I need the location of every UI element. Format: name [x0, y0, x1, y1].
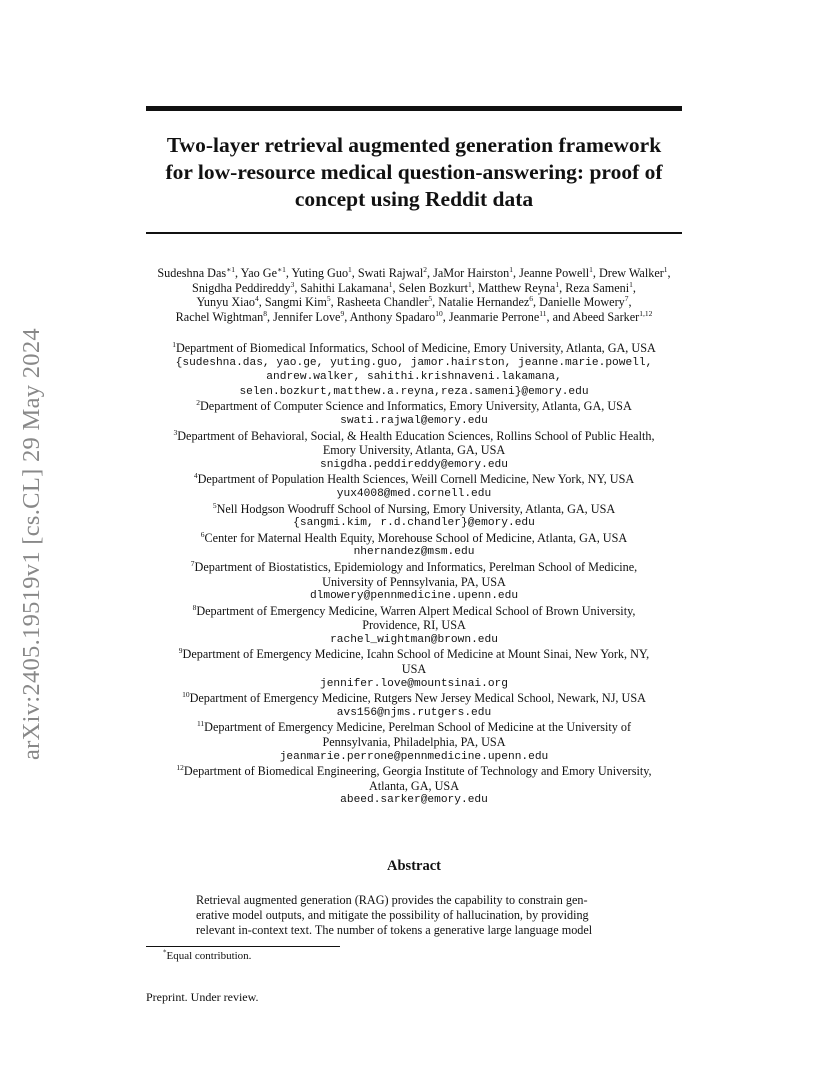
author-affil: 6 — [529, 294, 534, 304]
affil-text: Department of Emergency Medicine, Warren Alpert Medical School of Brown University, — [196, 603, 636, 618]
affil-num: 12 — [176, 763, 184, 773]
affil-text: Department of Emergency Medicine, Rutgers New Jersey Medical School, Newark, NJ, USA — [189, 691, 646, 706]
email: snigdha.peddireddy@emory.edu — [320, 458, 508, 471]
author-affil: 1 — [663, 264, 668, 274]
author-sep: , — [632, 280, 636, 295]
author-affil: 1 — [388, 279, 393, 289]
affiliation-2 — [120, 399, 708, 414]
author: Sahithi Lakamana — [300, 280, 389, 295]
author-sep: , and — [546, 309, 573, 324]
author-sep: , — [234, 266, 241, 280]
affil-text: Department of Biomedical Engineering, Georgia Institute of Technology and Emory University, — [183, 764, 652, 779]
author: Swati Rajwal — [357, 266, 424, 280]
abstract-line: Retrieval augmented generation (RAG) provides the capability to constrain gen- — [196, 893, 588, 907]
email: nhernandez@msm.edu — [353, 546, 475, 559]
author-affil: 1 — [589, 264, 593, 274]
affil-num: 10 — [182, 690, 190, 700]
affil-num: 1 — [172, 339, 176, 349]
email: yux4008@med.cornell.edu — [336, 487, 492, 500]
preprint-note: Preprint. Under review. — [146, 990, 259, 1004]
abstract-line: erative model outputs, and mitigate the possibility of hallucination, by providing — [196, 907, 589, 922]
affiliation-4 — [120, 472, 708, 487]
author-affil: 1 — [467, 279, 472, 289]
author-affil: 1,12 — [639, 308, 653, 318]
author-sep: , — [344, 309, 350, 324]
author: Sangmi Kim — [264, 295, 327, 310]
title-line: Two-layer retrieval augmented generation framework — [166, 133, 662, 157]
author: Natalie Hernandez — [438, 295, 530, 310]
abstract-line: relevant in-context text. The number of tokens a generative large language model — [196, 922, 593, 937]
affil-text: Department of Behavioral, Social, & Health Education Sciences, Rollins School of Public Health, — [177, 428, 655, 443]
affiliation-9 — [120, 647, 708, 662]
affiliation-10 — [120, 691, 708, 706]
affil-text: Department of Biomedical Informatics, School of Medicine, Emory University, Atlanta, GA, USA — [175, 341, 656, 355]
affiliation-7 — [120, 560, 708, 575]
author-affil: 5 — [428, 294, 433, 304]
author-sep: , — [442, 309, 449, 324]
author: Rachel Wightman — [175, 309, 264, 324]
affil-text: Department of Emergency Medicine, Icahn School of Medicine at Mount Sinai, New York, NY, — [182, 647, 650, 662]
affil-text: USA — [401, 662, 427, 677]
affil-num: 7 — [190, 558, 195, 568]
email: abeed.sarker@emory.edu — [340, 794, 488, 807]
author: Jeanne Powell — [519, 266, 590, 280]
affiliation-5 — [120, 502, 708, 517]
author-affil: 9 — [340, 308, 345, 318]
author-sep: , — [285, 266, 292, 280]
author-affil: 1 — [629, 279, 633, 289]
author-sep: , — [330, 295, 337, 310]
email: {sangmi.kim, r.d.chandler}@emory.edu — [293, 517, 535, 530]
author-sep: , — [426, 266, 434, 280]
affil-num: 9 — [178, 646, 183, 656]
author-line — [120, 310, 708, 325]
affil-text: Department of Computer Science and Informatics, Emory University, Atlanta, GA, USA — [199, 399, 632, 414]
author-affil: 8 — [263, 308, 268, 318]
affil-text: Atlanta, GA, USA — [368, 778, 460, 793]
author: Danielle Mowery — [539, 295, 625, 310]
affil-text: Providence, RI, USA — [362, 618, 466, 633]
author: Jeanmarie Perrone — [448, 309, 540, 324]
affil-text: Department of Biostatistics, Epidemiology and Informatics, Perelman School of Medicine, — [194, 559, 638, 574]
author: Reza Sameni — [565, 280, 630, 295]
author-sep: , — [392, 280, 399, 295]
author: Yunyu Xiao — [196, 295, 256, 310]
author-affil: 1 — [509, 264, 513, 274]
author-sep: , — [559, 280, 566, 295]
author: Jennifer Love — [273, 309, 341, 324]
affiliation-11 — [120, 720, 708, 735]
arxiv-stamp: arXiv:2405.19519v1 [cs.CL] 29 May 2024 — [18, 328, 45, 760]
affil-num: 8 — [192, 602, 197, 612]
email: swati.rajwal@emory.edu — [340, 414, 488, 427]
title-top-rule — [146, 106, 682, 111]
email: jeanmarie.perrone@pennmedicine.upenn.edu — [279, 750, 549, 763]
author-sep: , — [592, 266, 599, 280]
email: rachel_wightman@brown.edu — [330, 633, 498, 646]
author: Anthony Spadaro — [349, 309, 436, 324]
email: avs156@njms.rutgers.edu — [336, 706, 492, 719]
author-line — [120, 266, 708, 281]
author-affil: 11 — [539, 308, 547, 318]
affil-text: Nell Hodgson Woodruff School of Nursing, Emory University, Atlanta, GA, USA — [216, 501, 616, 516]
affiliation-6 — [120, 531, 708, 546]
affiliation-list — [120, 341, 708, 808]
author-affil: 1 — [348, 264, 352, 274]
author-sep: , — [513, 266, 520, 280]
affil-num: 5 — [212, 500, 217, 510]
author-sep: , — [471, 280, 478, 295]
author: Selen Bozkurt — [398, 280, 468, 295]
footnote-text: Equal contribution. — [166, 950, 252, 962]
author-sep: , — [294, 280, 301, 295]
author-affil: ∗1 — [226, 264, 235, 274]
affil-num: 6 — [200, 529, 205, 539]
author: Snigdha Peddireddy — [192, 280, 291, 295]
email: {sudeshna.das, yao.ge, yuting.guo, jamor.hairston, jeanne.marie.powell, — [175, 356, 653, 369]
author-sep: , — [351, 266, 358, 280]
author-list — [120, 266, 708, 324]
affil-text: Department of Population Health Sciences, Weill Cornell Medicine, New York, NY, USA — [197, 472, 635, 487]
affil-num: 2 — [196, 398, 200, 408]
email: andrew.walker, sahithi.krishnaveni.lakamana, — [266, 371, 562, 384]
footnote — [163, 950, 251, 962]
title-bottom-rule — [146, 232, 682, 234]
author-affil: 7 — [624, 294, 629, 304]
affil-num: 3 — [173, 427, 178, 437]
author-affil: 2 — [423, 264, 427, 274]
author-sep: , — [258, 295, 265, 310]
title-line: concept using Reddit data — [294, 187, 534, 211]
affil-text: Department of Emergency Medicine, Perelman School of Medicine at the University of — [204, 720, 632, 735]
footnote-mark: * — [163, 948, 167, 957]
author: Sudeshna Das — [157, 266, 227, 280]
author: Yuting Guo — [291, 266, 349, 280]
title-line: for low-resource medical question-answering: proof of — [165, 160, 663, 184]
author-sep: , — [267, 309, 274, 324]
affiliation-12 — [120, 764, 708, 779]
affil-text: Center for Maternal Health Equity, Morehouse School of Medicine, Atlanta, GA, USA — [204, 530, 628, 545]
affiliation-1 — [120, 341, 708, 356]
author: Drew Walker — [599, 266, 664, 280]
author: Rasheeta Chandler — [336, 295, 429, 310]
author-line — [120, 281, 708, 296]
author-affil: 1 — [555, 279, 560, 289]
author: Abeed Sarker — [572, 309, 640, 324]
email: selen.bozkurt,matthew.a.reyna,reza.sameni}@emory.edu — [239, 385, 589, 398]
author: JaMor Hairston — [433, 266, 510, 280]
author-affil: 10 — [435, 308, 443, 318]
affil-num: 11 — [196, 719, 205, 729]
email: dlmowery@pennmedicine.upenn.edu — [309, 590, 519, 603]
affil-text: Pennsylvania, Philadelphia, PA, USA — [322, 735, 506, 750]
affiliation-3 — [120, 429, 708, 444]
author-affil: ∗1 — [276, 264, 286, 274]
abstract-body — [196, 893, 636, 937]
author-affil: 3 — [290, 279, 295, 289]
abstract-heading: Abstract — [387, 858, 441, 874]
author: Matthew Reyna — [477, 280, 556, 295]
author-sep: , — [432, 295, 439, 310]
author-sep: , — [628, 295, 632, 310]
author-affil: 5 — [326, 294, 331, 304]
author-sep: , — [533, 295, 540, 310]
email: jennifer.love@mountsinai.org — [320, 677, 508, 690]
author: Yao Ge — [240, 266, 277, 280]
affiliation-8 — [120, 604, 708, 619]
author-affil: 4 — [255, 294, 259, 304]
footnote-rule — [146, 946, 340, 947]
paper-title — [140, 132, 688, 213]
author-sep: , — [667, 266, 671, 280]
affil-text: Emory University, Atlanta, GA, USA — [322, 443, 506, 458]
affil-num: 4 — [193, 471, 198, 481]
affil-text: University of Pennsylvania, PA, USA — [322, 574, 506, 589]
author-line — [120, 295, 708, 310]
